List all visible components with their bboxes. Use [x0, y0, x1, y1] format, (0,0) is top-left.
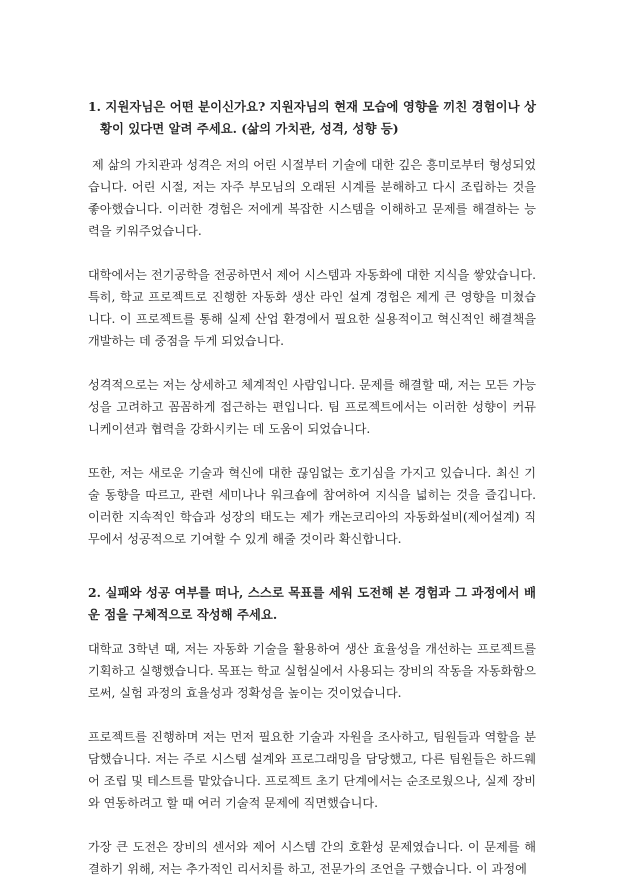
document-page: [88, 96, 540, 880]
question-2-heading: 2. 실패와 성공 여부를 떠나, 스스로 목표를 세워 도전해 본 경험과 그 과정에서 배운 점을 구체적으로 작성해 주세요.: [88, 585, 536, 622]
answer-2-paragraph-2: 프로젝트를 진행하며 저는 먼저 필요한 기술과 자원을 조사하고, 팀원들과 역할을 분담했습니다. 저는 주로 시스템 설계와 프로그래밍을 담당했고, 다른 팀원들은 하드웨어 조립 및 테스트를 맡았습니다. 프로젝트 초기 단계에서는 순조로웠으나, 실제 장비와 연동하려고 할 때 여러 기술적 문제에 직면했습니다.: [88, 730, 536, 810]
question-1-heading: 1. 지원자님은 어떤 분이신가요? 지원자님의 현재 모습에 영향을 끼친 경험이나 상황이 있다면 알려 주세요. (삶의 가치관, 성격, 성향 등): [88, 99, 536, 136]
answer-2-paragraph-1: 대학교 3학년 때, 저는 자동화 기술을 활용하여 생산 효율성을 개선하는 프로젝트를 기획하고 실행했습니다. 목표는 학교 실험실에서 사용되는 장비의 작동을 자동화함으로써, 실험 과정의 효율성과 정확성을 높이는 것이었습니다.: [88, 642, 536, 700]
answer-1-paragraph-4: 또한, 저는 새로운 기술과 혁신에 대한 끊임없는 호기심을 가지고 있습니다. 최신 기술 동향을 따르고, 관련 세미나나 워크숍에 참여하여 지식을 넓히는 것을 즐깁니다. 이러한 지속적인 학습과 성장의 태도는 제가 캐논코리아의 자동화설비(제어설계) 직무에서 성공적으로 기여할 수 있게 해줄 것이라 확신합니다.: [88, 466, 536, 546]
answer-2-paragraph-3: 가장 큰 도전은 장비의 센서와 제어 시스템 간의 호환성 문제였습니다. 이 문제를 해결하기 위해, 저는 추가적인 리서치를 하고, 전문가의 조언을 구했습니다. 이 과정에: [88, 840, 536, 876]
answer-1-paragraph-3: 성격적으로는 저는 상세하고 체계적인 사람입니다. 문제를 해결할 때, 저는 모든 가능성을 고려하고 꼼꼼하게 접근하는 편입니다. 팀 프로젝트에서는 이러한 성향이 커뮤니케이션과 협력을 강화시키는 데 도움이 되었습니다.: [88, 378, 536, 436]
answer-1-paragraph-1: 제 삶의 가치관과 성격은 저의 어린 시절부터 기술에 대한 깊은 흥미로부터 형성되었습니다. 어린 시절, 저는 자주 부모님의 오래된 시계를 분해하고 다시 조립하는 것을 좋아했습니다. 이러한 경험은 저에게 복잡한 시스템을 이해하고 문제를 해결하는 능력을 키워주었습니다.: [88, 158, 540, 238]
answer-1-paragraph-2: 대학에서는 전기공학을 전공하면서 제어 시스템과 자동화에 대한 지식을 쌓았습니다. 특히, 학교 프로젝트로 진행한 자동화 생산 라인 설계 경험은 제게 큰 영향을 미쳤습니다. 이 프로젝트를 통해 실제 산업 환경에서 필요한 실용적이고 혁신적인 해결책을 개발하는 데 중점을 두게 되었습니다.: [88, 268, 536, 348]
